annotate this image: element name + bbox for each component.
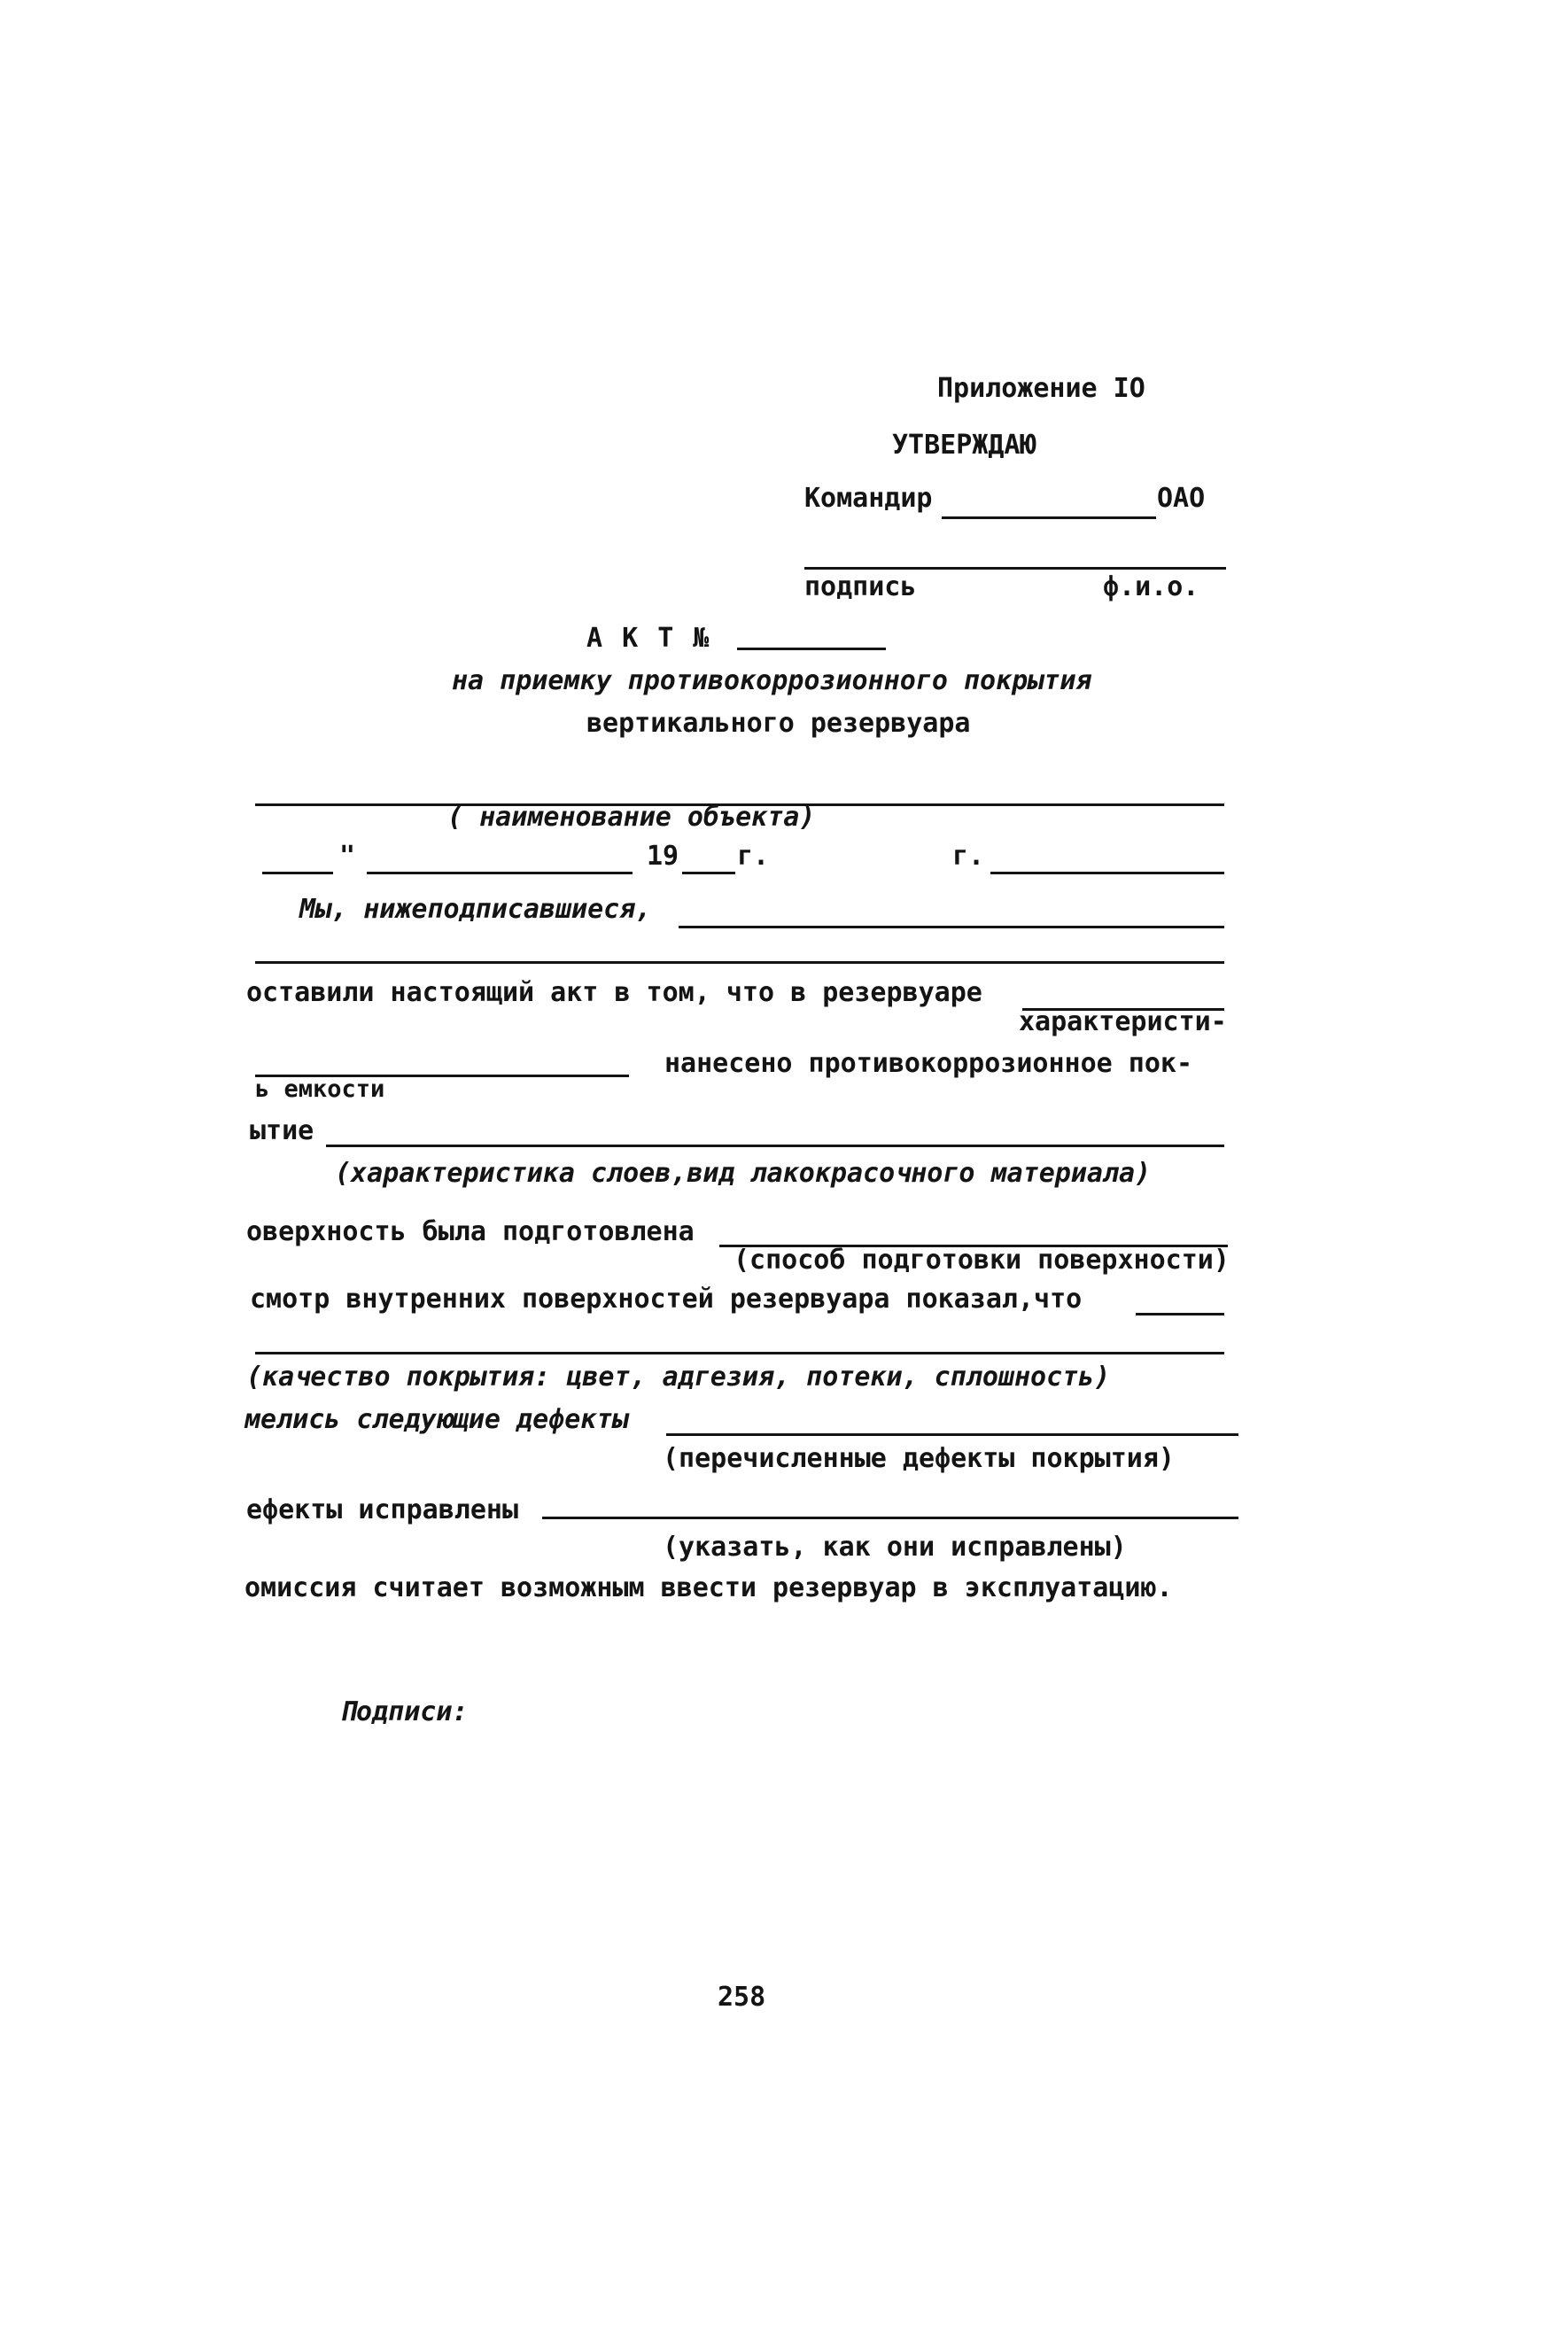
defects-fixed-line <box>542 1517 1238 1519</box>
page-number: 258 <box>718 1982 766 2013</box>
act-number-line <box>737 648 886 650</box>
participants-line-2 <box>255 961 1224 964</box>
city-prefix: г. <box>952 841 985 872</box>
how-fixed-caption-text: (указать, как они исправлены) <box>663 1532 1127 1563</box>
year-prefix: 19 <box>647 841 679 872</box>
signature-caption: подпись <box>804 571 917 602</box>
quality-caption: (качество покрытия: цвет, адгезия, потеки, сплошность) <box>246 1362 1111 1393</box>
participants-line-1 <box>679 926 1224 928</box>
defects-list-caption: (перечисленные дефекты покрытия) <box>663 1443 1175 1474</box>
defects-found-line <box>666 1433 1238 1436</box>
signature-line <box>804 567 1226 570</box>
signatures-label: Подписи: <box>340 1696 469 1727</box>
prep-method-caption: (способ подготовки поверхности) <box>734 1245 1230 1276</box>
object-caption: ( наименование объекта) <box>447 802 816 833</box>
inspection-text: смотр внутренних поверхностей резервуара показал,что <box>250 1284 1083 1315</box>
city-line <box>990 872 1224 874</box>
month-line <box>367 872 633 874</box>
commander-org-line <box>942 516 1156 519</box>
inspection-line-2 <box>255 1352 1224 1354</box>
inspection-line-1 <box>1136 1313 1224 1315</box>
year-suffix: г. <box>737 841 770 872</box>
applied-text: нанесено противокоррозионное пок- <box>664 1048 1193 1079</box>
we-signed-label: Мы, нижеподписавшиеся, <box>299 894 652 925</box>
surface-prepared-text: оверхность была подготовлена <box>246 1216 695 1247</box>
characteristic-caption: характеристи- <box>1019 1006 1227 1037</box>
appendix-label: Приложение IO <box>937 373 1145 404</box>
composed-text: оставили настоящий акт в том, что в резервуаре <box>246 977 982 1008</box>
layers-caption: (характеристика слоев,вид лакокрасочного материала) <box>335 1158 1152 1189</box>
date-quote: " <box>339 841 356 872</box>
day-line <box>262 872 333 874</box>
coating-line <box>326 1145 1224 1147</box>
capacity-caption: ь емкости <box>255 1075 385 1103</box>
act-subtitle-1: на приемку противокоррозионного покрытия <box>452 665 1092 696</box>
defects-fixed-text: ефекты исправлены <box>246 1494 519 1525</box>
how-fixed-caption <box>663 1534 1127 1561</box>
year-line <box>682 872 735 874</box>
fio-caption: ф.и.о. <box>1103 571 1199 602</box>
commander-label: Командир <box>804 483 933 514</box>
act-title: А К Т № <box>586 623 711 654</box>
conclusion-text: омиссия считает возможным ввести резервуар в эксплуатацию. <box>245 1572 1173 1603</box>
act-subtitle-2: вертикального резервуара <box>586 708 971 739</box>
coating-word: ытие <box>250 1115 314 1146</box>
org-suffix: ОАО <box>1157 483 1206 514</box>
defects-found-text: мелись следующие дефекты <box>245 1404 629 1435</box>
approve-label: УТВЕРЖДАЮ <box>892 430 1036 461</box>
